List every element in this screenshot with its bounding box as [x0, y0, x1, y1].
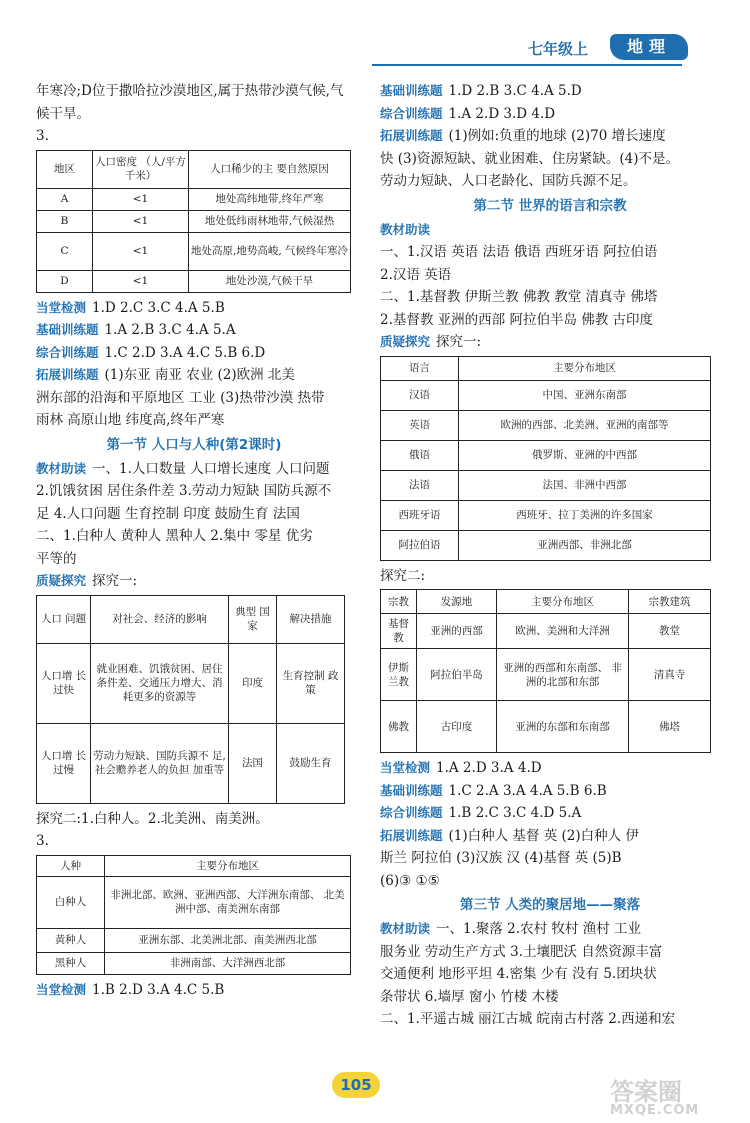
answer-tag: 教材助读: [380, 921, 431, 936]
data-table: [36, 595, 345, 804]
table-cell: 非洲南部、大洋洲西北部: [105, 952, 351, 974]
answer-line: [36, 342, 352, 365]
data-table: [36, 855, 351, 975]
answer-tag: 综合训练题: [380, 105, 443, 121]
text-line: 条带状 6.墙厚 窗小 竹楼 木楼: [380, 988, 559, 1005]
table-cell: 亚洲西部、非洲北部: [459, 530, 711, 560]
answer-text: 1.A 2.D 3.D 4.D: [448, 105, 556, 122]
watermark-logo: [610, 1080, 740, 1118]
answer-tag: 当堂检测: [36, 981, 87, 997]
answer-text: 探究一:: [92, 573, 138, 589]
answer-line: [380, 219, 720, 242]
answer-text: (1)东亚 南亚 农业 (2)欧洲 北美: [104, 367, 295, 383]
answer-text: 1.C 2.A 3.A 4.A 5.B 6.B: [448, 782, 607, 799]
text-line: 二、1.白种人 黄种人 黑种人 2.集中 零星 优劣: [36, 528, 313, 544]
table-cell: 印度: [229, 643, 277, 723]
answer-tag: 综合训练题: [36, 344, 99, 360]
answer-text: (1)例如:负重的地球 (2)70 增长速度: [448, 128, 666, 144]
text-line: 候干旱。: [36, 105, 90, 122]
table-cell: 阿拉伯语: [381, 530, 459, 560]
table-cell: 亚洲的西部: [417, 614, 497, 649]
data-table: [380, 589, 711, 753]
data-table: [380, 356, 711, 561]
text-line: 一、1.汉语 英语 法语 俄语 西班牙语 阿拉伯语: [380, 244, 658, 260]
table-row: [381, 649, 711, 701]
table-cell: 佛教: [381, 701, 417, 753]
table-cell: 阿拉伯半岛: [417, 649, 497, 701]
table-cell: 教堂: [629, 614, 711, 649]
text-line: 二、1.平遥古城 丽江古城 皖南古村落 2.西递和宏: [380, 1011, 676, 1027]
text-line: 3.: [36, 128, 49, 144]
table-row: [381, 530, 711, 560]
table-cell: 基督教: [381, 614, 417, 649]
text-line: 探究二:1.白种人。2.北美洲、南美洲。: [36, 810, 269, 827]
table-row: [381, 410, 711, 440]
text-line: 交通便利 地形平坦 4.密集 少有 没有 5.团块状: [380, 966, 657, 982]
table-cell: C: [37, 232, 93, 270]
table-header-row: [381, 356, 711, 380]
answer-line: [380, 80, 720, 103]
table-cell: 清真寺: [629, 649, 711, 701]
header-rule: [372, 64, 682, 66]
table-row: [381, 470, 711, 500]
table-cell: 黑种人: [37, 952, 105, 974]
table-cell: 亚洲东部、北美洲北部、南美洲西北部: [105, 928, 351, 952]
table-cell: <1: [93, 188, 189, 210]
answer-text: 1.A 2.B 3.C 4.A 5.A: [104, 322, 236, 338]
table-header-row: [37, 855, 351, 876]
table-cell: 西班牙、拉丁美洲的许多国家: [459, 500, 711, 530]
section-title: 第二节 世界的语言和宗教: [473, 197, 627, 214]
table-cell: 亚洲的西部和东南部、 非洲的北部和东部: [497, 649, 629, 701]
table-header-cell: 解决措施: [277, 595, 345, 643]
table-cell: 欧洲的西部、北美洲、亚洲的南部等: [459, 410, 711, 440]
answer-text: 一、1.聚落 2.农村 牧村 渔村 工业: [436, 921, 641, 937]
answer-line: [380, 918, 720, 941]
text-line: 2.汉语 英语: [380, 266, 452, 283]
text-line: 2.基督教 亚洲的西部 阿拉伯半岛 佛教 古印度: [380, 311, 654, 328]
table-row: [37, 643, 345, 723]
table-header-cell: 地区: [37, 150, 93, 188]
table-row: [381, 500, 711, 530]
answer-line: [380, 825, 720, 848]
text-line: 年寒冷;D位于撒哈拉沙漠地区,属于热带沙漠气候,气: [36, 83, 344, 99]
table-cell: 英语: [381, 410, 459, 440]
answer-line: [36, 458, 352, 481]
answer-line: [36, 319, 352, 342]
table-header-row: [37, 150, 351, 188]
answer-line: [36, 297, 352, 320]
answer-line: [380, 103, 720, 126]
table-cell: 白种人: [37, 876, 105, 928]
table-cell: 佛塔: [629, 701, 711, 753]
table-row: [37, 876, 351, 928]
answer-line: [380, 757, 720, 780]
text-line: (6)③ ①⑤: [380, 872, 440, 889]
table-header-row: [37, 595, 345, 643]
text-line: 2.饥饿贫困 居住条件差 3.劳动力短缺 国防兵源不: [36, 483, 332, 499]
table-cell: <1: [93, 232, 189, 270]
answer-line: [380, 331, 720, 354]
text-line: 劳动力短缺、人口老龄化、国防兵源不足。: [380, 173, 637, 189]
table-header-cell: 人口 问题: [37, 595, 91, 643]
table-row: [37, 952, 351, 974]
right-column: [380, 80, 720, 1031]
table-row: [381, 614, 711, 649]
answer-text: 1.C 2.D 3.A 4.C 5.B 6.D: [104, 344, 266, 361]
section-title: 第一节 人口与人种(第2课时): [106, 436, 282, 453]
table-header-row: [381, 590, 711, 614]
table-cell: 地处沙漠,气候干旱: [189, 270, 351, 292]
table-row: [381, 380, 711, 410]
page-number: 105: [332, 1072, 380, 1098]
text-line: 快 (3)资源短缺、就业困难、住房紧缺。(4)不是。: [380, 150, 680, 167]
table-cell: 西班牙语: [381, 500, 459, 530]
text-line: 雨林 高原山地 纬度高,终年严寒: [36, 412, 225, 428]
answer-line: [380, 780, 720, 803]
table-row: [37, 928, 351, 952]
table-cell: 劳动力短缺、国防兵源不 足,社会赡养老人的负担 加重等: [91, 723, 229, 803]
table-row: [37, 270, 351, 292]
table-cell: 法语: [381, 470, 459, 500]
table-header-cell: 人口稀少的主 要自然原因: [189, 150, 351, 188]
table-cell: 就业困难、饥饿贫困、居住 条件差、交通压力增大、消 耗更多的资源等: [91, 643, 229, 723]
answer-tag: 拓展训练题: [380, 128, 443, 143]
table-cell: B: [37, 210, 93, 232]
section-title: 第三节 人类的聚居地——聚落: [459, 897, 641, 913]
answer-text: 1.B 2.C 3.C 4.D 5.A: [448, 805, 582, 821]
table-cell: 地处高纬地带,终年严寒: [189, 188, 351, 210]
answer-tag: 质疑探究: [380, 334, 431, 349]
text-line: 探究二:: [380, 567, 426, 584]
table-row: [37, 723, 345, 803]
answer-line: [36, 364, 352, 387]
left-column: [36, 80, 352, 1001]
table-header-cell: 语言: [381, 356, 459, 380]
grade-label: 七年级上: [528, 40, 589, 58]
answer-line: [36, 979, 352, 1002]
table-header-cell: 人种: [37, 855, 105, 876]
table-cell: 地处低纬雨林地带,气候湿热: [189, 210, 351, 232]
answer-tag: 拓展训练题: [36, 367, 99, 382]
table-cell: 古印度: [417, 701, 497, 753]
table-cell: <1: [93, 270, 189, 292]
table-cell: 人口增 长过快: [37, 643, 91, 723]
answer-text: 1.D 2.B 3.C 4.A 5.D: [448, 83, 582, 99]
table-header-cell: 对社会、经济的影响: [91, 595, 229, 643]
table-header-cell: 主要分布地区: [459, 356, 711, 380]
answer-text: 探究一:: [436, 334, 482, 350]
table-row: [37, 188, 351, 210]
answer-text: 一、1.人口数量 人口增长速度 人口问题: [92, 460, 330, 477]
answer-tag: 教材助读: [36, 460, 87, 476]
text-line: 服务业 劳动生产方式 3.土壤肥沃 自然资源丰富: [380, 943, 663, 960]
table-cell: 法国、非洲中西部: [459, 470, 711, 500]
table-header-cell: 人口密度 （人/平方千米）: [93, 150, 189, 188]
text-line: 3.: [36, 833, 49, 849]
answer-tag: 拓展训练题: [380, 827, 443, 843]
table-cell: 中国、亚洲东南部: [459, 380, 711, 410]
answer-text: (1)白种人 基督 英 (2)白种人 伊: [448, 827, 639, 844]
watermark-url: MXQE.COM: [610, 1103, 700, 1118]
answer-text: 1.B 2.D 3.A 4.C 5.B: [92, 981, 225, 998]
answer-tag: 当堂检测: [36, 299, 87, 315]
answer-tag: 教材助读: [380, 221, 431, 237]
watermark-text: 答案圈: [610, 1078, 682, 1106]
table-header-cell: 发源地: [417, 590, 497, 614]
answer-tag: 质疑探究: [36, 573, 87, 588]
table-cell: D: [37, 270, 93, 292]
table-cell: 亚洲的东部和东南部: [497, 701, 629, 753]
answer-tag: 综合训练题: [380, 805, 443, 820]
table-header-cell: 宗教建筑: [629, 590, 711, 614]
answer-line: [380, 125, 720, 148]
answer-tag: 基础训练题: [36, 322, 99, 337]
table-cell: 汉语: [381, 380, 459, 410]
text-line: 二、1.基督教 伊斯兰教 佛教 教堂 清真寺 佛塔: [380, 289, 658, 305]
table-row: [381, 440, 711, 470]
table-cell: 法国: [229, 723, 277, 803]
answer-text: 1.D 2.C 3.C 4.A 5.B: [92, 299, 225, 316]
answer-text: 1.A 2.D 3.A 4.D: [436, 760, 542, 776]
table-header-cell: 主要分布地区: [105, 855, 351, 876]
answer-tag: 当堂检测: [380, 760, 431, 775]
text-line: 足 4.人口问题 生育控制 印度 鼓励生育 法国: [36, 505, 300, 522]
table-cell: 鼓励生育: [277, 723, 345, 803]
table-cell: 人口增 长过慢: [37, 723, 91, 803]
table-cell: 俄语: [381, 440, 459, 470]
table-cell: <1: [93, 210, 189, 232]
answer-line: [36, 570, 352, 593]
data-table: [36, 150, 351, 293]
table-cell: 地处高原,地势高峻, 气候终年寒冷: [189, 232, 351, 270]
text-line: 洲东部的沿海和平原地区 工业 (3)热带沙漠 热带: [36, 389, 325, 406]
table-row: [381, 701, 711, 753]
table-cell: 非洲北部、欧洲、亚洲西部、大洋洲东南部、 北美洲中部、南美洲东南部: [105, 876, 351, 928]
table-header-cell: 典型 国家: [229, 595, 277, 643]
subject-badge: 地理: [610, 34, 688, 60]
table-cell: 黄种人: [37, 928, 105, 952]
answer-tag: 基础训练题: [380, 83, 443, 98]
table-cell: 生育控制 政策: [277, 643, 345, 723]
table-row: [37, 210, 351, 232]
table-cell: A: [37, 188, 93, 210]
table-cell: 伊斯 兰教: [381, 649, 417, 701]
table-header-cell: 宗教: [381, 590, 417, 614]
page-header: [528, 34, 688, 64]
table-row: [37, 232, 351, 270]
answer-tag: 基础训练题: [380, 782, 443, 798]
text-line: 斯兰 阿拉伯 (3)汉族 汉 (4)基督 英 (5)B: [380, 850, 622, 866]
table-header-cell: 主要分布地区: [497, 590, 629, 614]
table-cell: 欧洲、美洲和大洋洲: [497, 614, 629, 649]
answer-line: [380, 802, 720, 825]
table-cell: 俄罗斯、亚洲的中西部: [459, 440, 711, 470]
text-line: 平等的: [36, 550, 77, 567]
